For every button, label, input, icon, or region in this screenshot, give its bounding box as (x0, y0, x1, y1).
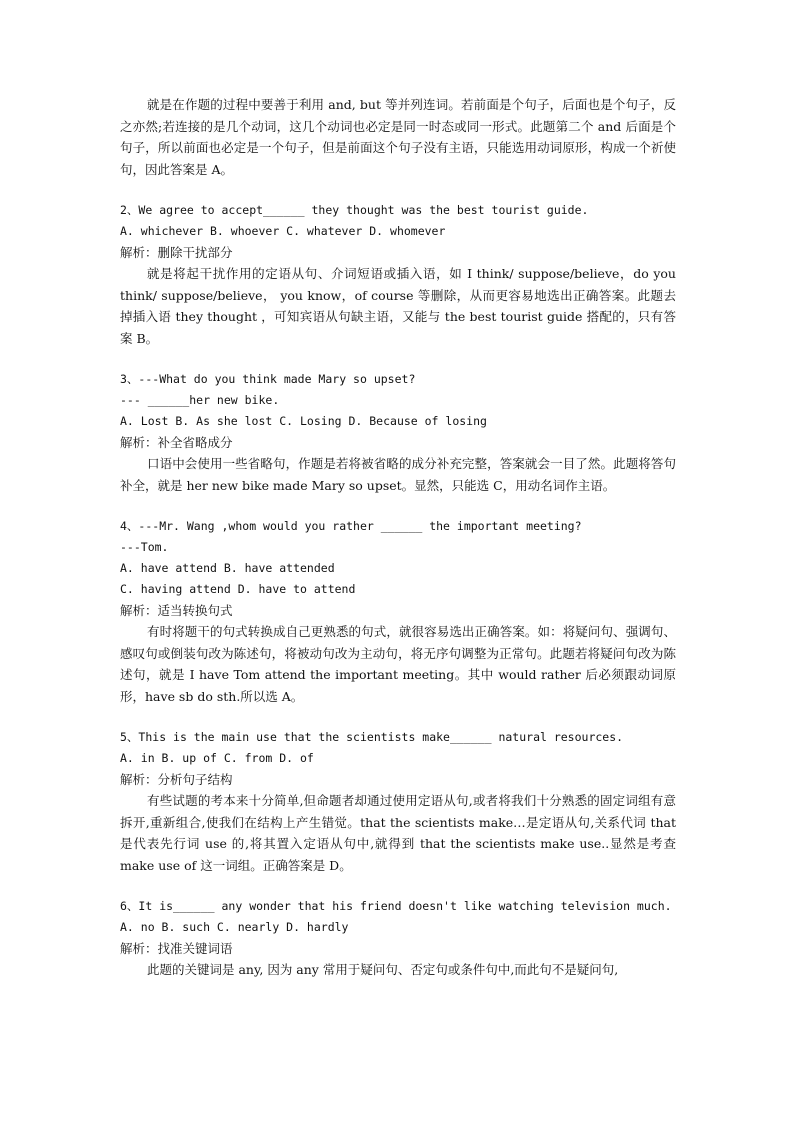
question-5 (120, 727, 676, 876)
question-options: A. in B. up of C. from D. of (120, 751, 314, 765)
analysis-text: 有些试题的考本来十分简单,但命题者却通过使用定语从句,或者将我们十分熟悉的固定词组有意拆开,重新组合,使我们在结构上产生错觉。that the scientists make…是定语从句,关系代词 that 是代表先行词 use 的,将其置入定语从句中,就得到 that the scientists make use..显然是考查 make use of 这一词组。正确答案是 D。 (120, 793, 676, 873)
question-options: A. have attend B. have attended (120, 561, 335, 575)
analysis-title: 解析：适当转换句式 (120, 603, 233, 618)
question-answer-line: ---Tom. (120, 540, 169, 554)
question-stem: 3、---What do you think made Mary so upset? (120, 372, 416, 386)
analysis-title: 解析：删除干扰部分 (120, 245, 233, 260)
question-answer-line: --- ______her new bike. (120, 393, 280, 407)
analysis-title: 解析：分析句子结构 (120, 772, 233, 787)
question-6 (120, 896, 676, 981)
analysis-title: 解析：找准关键词语 (120, 941, 233, 956)
question-stem: 6、It is______ any wonder that his friend doesn't like watching television much. (120, 899, 672, 913)
document-body (120, 94, 676, 981)
analysis-text: 口语中会使用一些省略句，作题是若将被省略的成分补充完整，答案就会一目了然。此题将答句补全，就是 her new bike made Mary so upset。显然，只能选 C，用动名词作主语。 (120, 456, 676, 493)
question-4 (120, 516, 676, 707)
question-stem: 4、---Mr. Wang ,whom would you rather ______ the important meeting? (120, 519, 582, 533)
question-3 (120, 369, 676, 496)
analysis-text: 就是将起干扰作用的定语从句、介词短语或插入语，如 I think/ suppose/believe，do you think/ suppose/believe， you know，of course 等删除，从而更容易地选出正确答案。此题去掉插入语 they thought ，可知宾语从句缺主语，又能与 the best tourist guide 搭配的，只有答案 B。 (120, 266, 676, 346)
analysis-text: 有时将题干的句式转换成自己更熟悉的句式，就很容易选出正确答案。如：将疑问句、强调句、感叹句或倒装句改为陈述句，将被动句改为主动句，将无序句调整为正常句。此题若将疑问句改为陈述句，就是 I have Tom attend the important meeting。其中 would rather 后必须跟动词原形，have sb do sth.所以选 A。 (120, 624, 676, 704)
analysis-title: 解析：补全省略成分 (120, 435, 233, 450)
analysis-text: 此题的关键词是 any, 因为 any 常用于疑问句、否定句或条件句中,而此句不是疑问句, (147, 962, 619, 977)
question-stem: 5、This is the main use that the scientists make______ natural resources. (120, 730, 624, 744)
question-stem: 2、We agree to accept______ they thought was the best tourist guide. (120, 203, 589, 217)
question-2 (120, 200, 676, 349)
question-options: A. Lost B. As she lost C. Losing D. Because of losing (120, 414, 487, 428)
question-options: C. having attend D. have to attend (120, 582, 356, 596)
question-options: A. no B. such C. nearly D. hardly (120, 920, 349, 934)
intro-paragraph: 就是在作题的过程中要善于利用 and, but 等并列连词。若前面是个句子，后面也是个句子，反之亦然;若连接的是几个动词，这几个动词也必定是同一时态或同一形式。此题第二个 and 后面是个句子，所以前面也必定是一个句子，但是前面这个句子没有主语，只能选用动词原形，构成一个祈使句，因此答案是 A。 (120, 97, 676, 177)
question-options: A. whichever B. whoever C. whatever D. whomever (120, 224, 446, 238)
